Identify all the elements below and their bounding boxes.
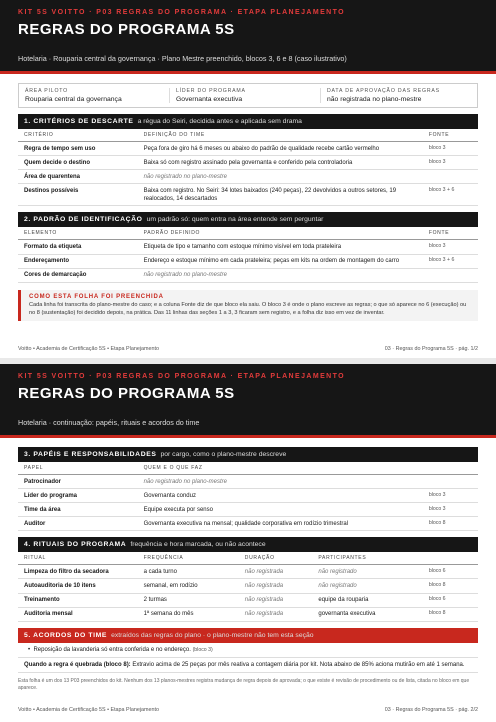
meta-area: ÁREA PILOTO Rouparia central da governança bbox=[25, 88, 122, 103]
section-header: 4. RITUAIS DO PROGRAMA frequência e hora marcada, ou não acontece bbox=[18, 537, 478, 552]
kicker: KIT 5S VOITTO · P03 REGRAS DO PROGRAMA · ETAPA PLANEJAMENTO bbox=[18, 373, 345, 380]
table-row: Auditor Governanta executiva na mensal; qualidade corporativa em rodízio trimestral bloco 8 bbox=[18, 517, 478, 531]
table-row: Treinamento 2 turmas não registrada equipe da rouparia bloco 6 bbox=[18, 593, 478, 607]
page-subtitle: Hotelaria · Rouparia central da governança · Plano Mestre preenchido, blocos 3, 6 e 8 (caso ilustrativo) bbox=[0, 54, 496, 71]
table-row: Limpeza do filtro da secadora a cada turno não registrada não registrado bloco 6 bbox=[18, 565, 478, 579]
rule-break-clause: Quando a regra é quebrada (bloco 8): Extravio acima de 25 peças por mês reativa a contagem diária por kit. Nota abaixo de 85% aciona mutirão em até 1 semana. bbox=[18, 658, 478, 673]
section-rituals bbox=[18, 537, 478, 621]
page-title: REGRAS DO PROGRAMA 5S bbox=[18, 385, 235, 402]
meta-approval-date: DATA DE APROVAÇÃO DAS REGRAS não registrada no plano-mestre bbox=[320, 88, 471, 103]
table-row: Líder do programa Governanta conduz bloco 3 bbox=[18, 489, 478, 503]
footnote: Esta folha é um dos 13 P03 preenchidos do kit. Nenhum dos 13 planos-mestres registra mudança de regra depois de aprovada; o que existe é revisão de procedimento ou de lista, citada no bloco em que aparece. bbox=[18, 678, 470, 691]
roles-table: PAPEL QUEM E O QUE FAZ Patrocinador não registrado no plano-mestre Líder do programa Governanta conduz bloco 3 Time da área Equipe executa por senso bloco 3 Auditor Governanta executiva na mensal; qualidade corporativa em rodízio trimestral bloco 8 bbox=[18, 462, 478, 531]
page-header bbox=[0, 0, 496, 54]
criteria-table: CRITÉRIO DEFINIÇÃO DO TIME FONTE Regra de tempo sem uso Peça fora de giro há 6 meses ou abaixo do padrão de qualidade recebe cartão vermelho bloco 3 Quem decide o destino Baixa só com registro assinado pela governanta e conferido pela controladoria bloco 3 Área de quarentena não registrado no plano-mestre Destinos possíveis Baixa com registro. No Seiri: 34 lotes baixados (240 peças), 22 devolvidos a outros setores, 19 realocados, 14 descartados bloco 3 + 6 bbox=[18, 129, 478, 206]
identification-table: ELEMENTO PADRÃO DEFINIDO FONTE Formato da etiqueta Etiqueta de tipo e tamanho com estoque mínimo visível em toda prateleira bloco 3 Endereçamento Endereço e estoque mínimo em cada prateleira; peças em kits na ordem de montagem do carro bloco 3 + 6 Cores de demarcação não registrado no plano-mestre bbox=[18, 227, 478, 282]
table-row: Cores de demarcação não registrado no plano-mestre bbox=[18, 268, 478, 282]
kicker: KIT 5S VOITTO · P03 REGRAS DO PROGRAMA · ETAPA PLANEJAMENTO bbox=[18, 9, 345, 16]
page-1 bbox=[0, 0, 496, 358]
page-footer: Voitto • Academia de Certificação 5S • Etapa Planejamento 03 · Regras do Programa 5S · pág. 2/2 bbox=[18, 707, 478, 713]
table-row: Patrocinador não registrado no plano-mestre bbox=[18, 475, 478, 489]
page-footer: Voitto • Academia de Certificação 5S • Etapa Planejamento 03 · Regras do Programa 5S · pág. 1/2 bbox=[18, 346, 478, 352]
section-identification bbox=[18, 212, 478, 282]
section-discard-criteria bbox=[18, 114, 478, 206]
meta-panel bbox=[18, 83, 478, 108]
page-header bbox=[0, 364, 496, 418]
rituals-table: RITUAL FREQUÊNCIA DURAÇÃO PARTICIPANTES Limpeza do filtro da secadora a cada turno não registrada não registrado bloco 6 Autoauditoria de 10 itens semanal, em rodízio não registrada não registrado bloco 8 Treinamento 2 turmas não registrada equipe da rouparia bloco 6 Auditoria mensal 1ª semana do mês não registrada governanta executiva bloco 8 bbox=[18, 552, 478, 621]
accent-divider bbox=[0, 435, 496, 438]
page-2 bbox=[0, 364, 496, 722]
list-item: • Reposição da lavanderia só entra conferida e no endereço. (bloco 3) bbox=[18, 643, 478, 658]
table-row: Destinos possíveis Baixa com registro. No Seiri: 34 lotes baixados (240 peças), 22 devolvidos a outros setores, 19 realocados, 14 descartados bloco 3 + 6 bbox=[18, 184, 478, 206]
section-roles bbox=[18, 447, 478, 531]
page-subtitle: Hotelaria · continuação: papéis, rituais e acordos do time bbox=[0, 418, 496, 435]
table-row: Time da área Equipe executa por senso bloco 3 bbox=[18, 503, 478, 517]
meta-leader: LÍDER DO PROGRAMA Governanta executiva bbox=[169, 88, 320, 103]
table-row: Quem decide o destino Baixa só com registro assinado pela governanta e conferido pela controladoria bloco 3 bbox=[18, 156, 478, 170]
section-team-agreements bbox=[18, 628, 478, 673]
section-header: 1. CRITÉRIOS DE DESCARTE a régua do Seiri, decidida antes e aplicada sem drama bbox=[18, 114, 478, 129]
section-header: 5. ACORDOS DO TIME extraídos das regras do plano · o plano-mestre não tem esta seção bbox=[18, 628, 478, 643]
table-row: Autoauditoria de 10 itens semanal, em rodízio não registrada não registrado bloco 8 bbox=[18, 579, 478, 593]
table-row: Formato da etiqueta Etiqueta de tipo e tamanho com estoque mínimo visível em toda prateleira bloco 3 bbox=[18, 240, 478, 254]
accent-divider bbox=[0, 71, 496, 74]
table-row: Auditoria mensal 1ª semana do mês não registrada governanta executiva bloco 8 bbox=[18, 607, 478, 621]
section-header: 3. PAPÉIS E RESPONSABILIDADES por cargo, como o plano-mestre descreve bbox=[18, 447, 478, 462]
table-row: Endereçamento Endereço e estoque mínimo em cada prateleira; peças em kits na ordem de montagem do carro bloco 3 + 6 bbox=[18, 254, 478, 268]
fill-method-callout: COMO ESTA FOLHA FOI PREENCHIDA Cada linha foi transcrita do plano-mestre do caso; e a coluna Fonte diz de que bloco ela saiu. O bloco 3 é onde o plano escreve as regras; o que só aparece no 6 (execução) ou no 8 (sustentação) foi decidido depois, na prática. Das 11 linhas das seções 1 a 3, 3 ficaram sem registro, e a folha diz isso em vez de inventar. bbox=[18, 290, 478, 322]
section-header: 2. PADRÃO DE IDENTIFICAÇÃO um padrão só: quem entra na área entende sem perguntar bbox=[18, 212, 478, 227]
table-row: Regra de tempo sem uso Peça fora de giro há 6 meses ou abaixo do padrão de qualidade recebe cartão vermelho bloco 3 bbox=[18, 142, 478, 156]
page-title: REGRAS DO PROGRAMA 5S bbox=[18, 21, 235, 38]
table-row: Área de quarentena não registrado no plano-mestre bbox=[18, 170, 478, 184]
